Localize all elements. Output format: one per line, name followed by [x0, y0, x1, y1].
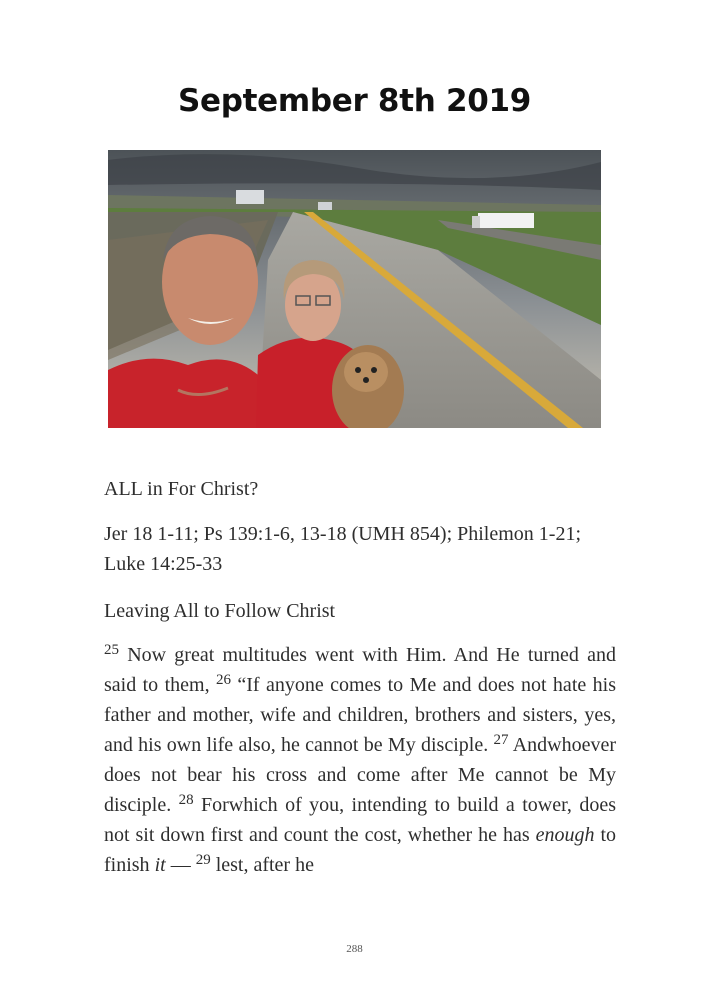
verse-text: Andwhoever does not bear his cross and come after Me cannot be My disciple.	[104, 734, 616, 816]
verse-text: —	[165, 854, 196, 876]
verse-text: “If anyone comes to Me and does not hate his father and mother, wife and children, brothers and sisters, yes, and his own life also, he cannot be My disciple.	[104, 674, 616, 756]
photo-couple-with-dog-on-road	[108, 150, 601, 428]
verse-text: lest, after he	[210, 854, 314, 876]
page-number: 288	[346, 943, 363, 955]
verse-text: to finish	[104, 824, 617, 876]
scripture-references: Jer 18 1-11; Ps 139:1-6, 13-18 (UMH 854); Philemon 1-21; Luke 14:25-33	[104, 523, 582, 575]
verse-number: 29	[195, 852, 211, 868]
italic-word: it	[154, 854, 166, 876]
verse-text: Forwhich of you, intending to build a tower, does not sit down first and count the cost, whether he has	[104, 794, 616, 846]
verse-number: 28	[178, 792, 194, 808]
verse-number: 26	[215, 672, 231, 688]
section-subheading: Leaving All to Follow Christ	[104, 600, 336, 622]
page-title: September 8th 2019	[177, 83, 532, 119]
sermon-heading: ALL in For Christ?	[104, 478, 259, 500]
verse-text: Now great multitudes went with Him. And He turned and said to them,	[104, 644, 616, 696]
verse-number: 25	[104, 642, 119, 658]
scripture-passage	[104, 640, 616, 880]
italic-word: enough	[535, 824, 595, 846]
verse-number: 27	[493, 732, 509, 748]
